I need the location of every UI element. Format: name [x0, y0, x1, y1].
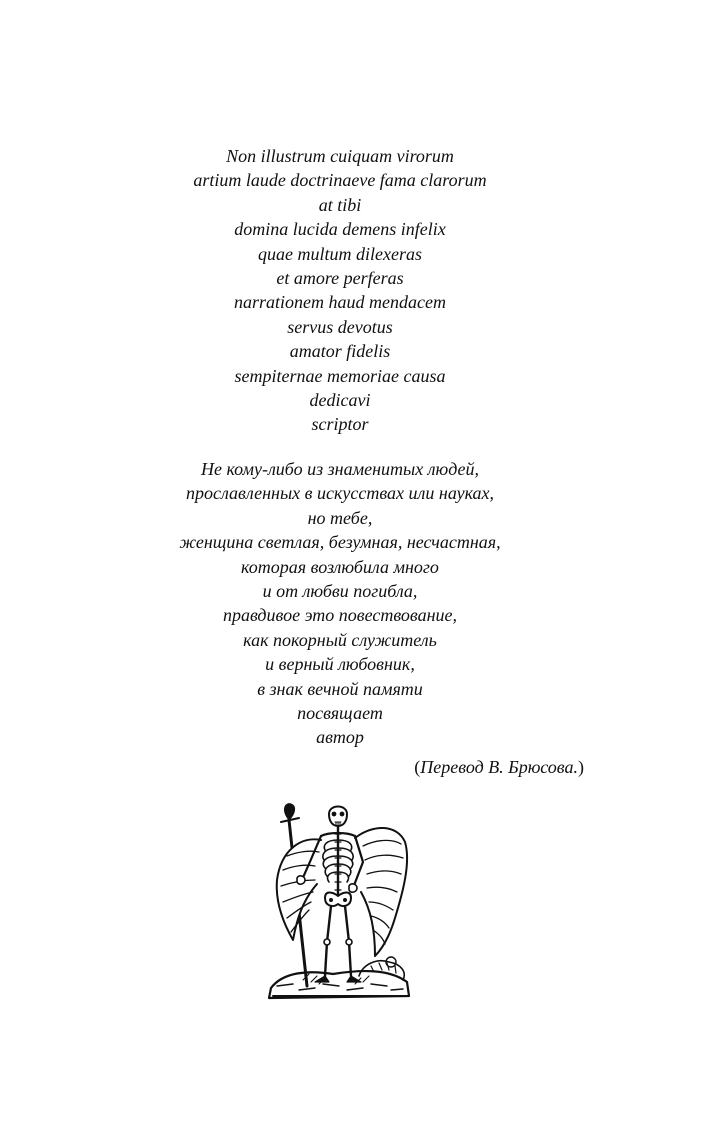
russian-line: как покорный служитель [243, 629, 437, 650]
credit-text: Перевод В. Брюсова. [420, 757, 578, 777]
latin-line: domina lucida demens infelix [234, 219, 446, 240]
latin-line: servus devotus [287, 316, 393, 337]
russian-line: которая возлюбила много [241, 556, 439, 577]
russian-line: Не кому-либо из знаменитых людей, [200, 459, 480, 479]
russian-line: в знак вечной памяти [257, 678, 423, 699]
latin-line: amator fidelis [289, 341, 391, 362]
latin-line: dedicavi [309, 390, 371, 411]
russian-line: женщина светлая, безумная, несчастная, [179, 532, 501, 553]
latin-line: Non illustrum cuiquam virorum [226, 146, 454, 166]
russian-line: посвящает [297, 703, 383, 724]
latin-line: sempiternae memoriae causa [234, 365, 446, 386]
latin-line: at tibi [318, 194, 362, 215]
latin-line: quae multum dilexeras [258, 243, 422, 264]
winged-skeleton-icon [263, 800, 413, 1008]
latin-line: et amore perferas [276, 268, 404, 289]
credit-close-paren: ) [578, 757, 584, 777]
latin-line: narrationem haud mendacem [234, 292, 446, 313]
credit-open-paren: ( [414, 757, 421, 777]
russian-line: автор [316, 727, 364, 748]
latin-dedication [0, 144, 680, 437]
russian-line: правдивое это повествование, [222, 605, 458, 626]
latin-line: scriptor [311, 414, 369, 435]
russian-line: и верный любовник, [265, 654, 415, 675]
latin-line: artium laude doctrinaeve fama clarorum [193, 170, 487, 191]
russian-line: и от любви погибла, [262, 581, 418, 602]
russian-line: прославленных в искусствах или науках, [185, 483, 495, 504]
russian-dedication [0, 457, 680, 750]
russian-line: но тебе, [307, 507, 373, 528]
translation-credit [414, 755, 584, 779]
